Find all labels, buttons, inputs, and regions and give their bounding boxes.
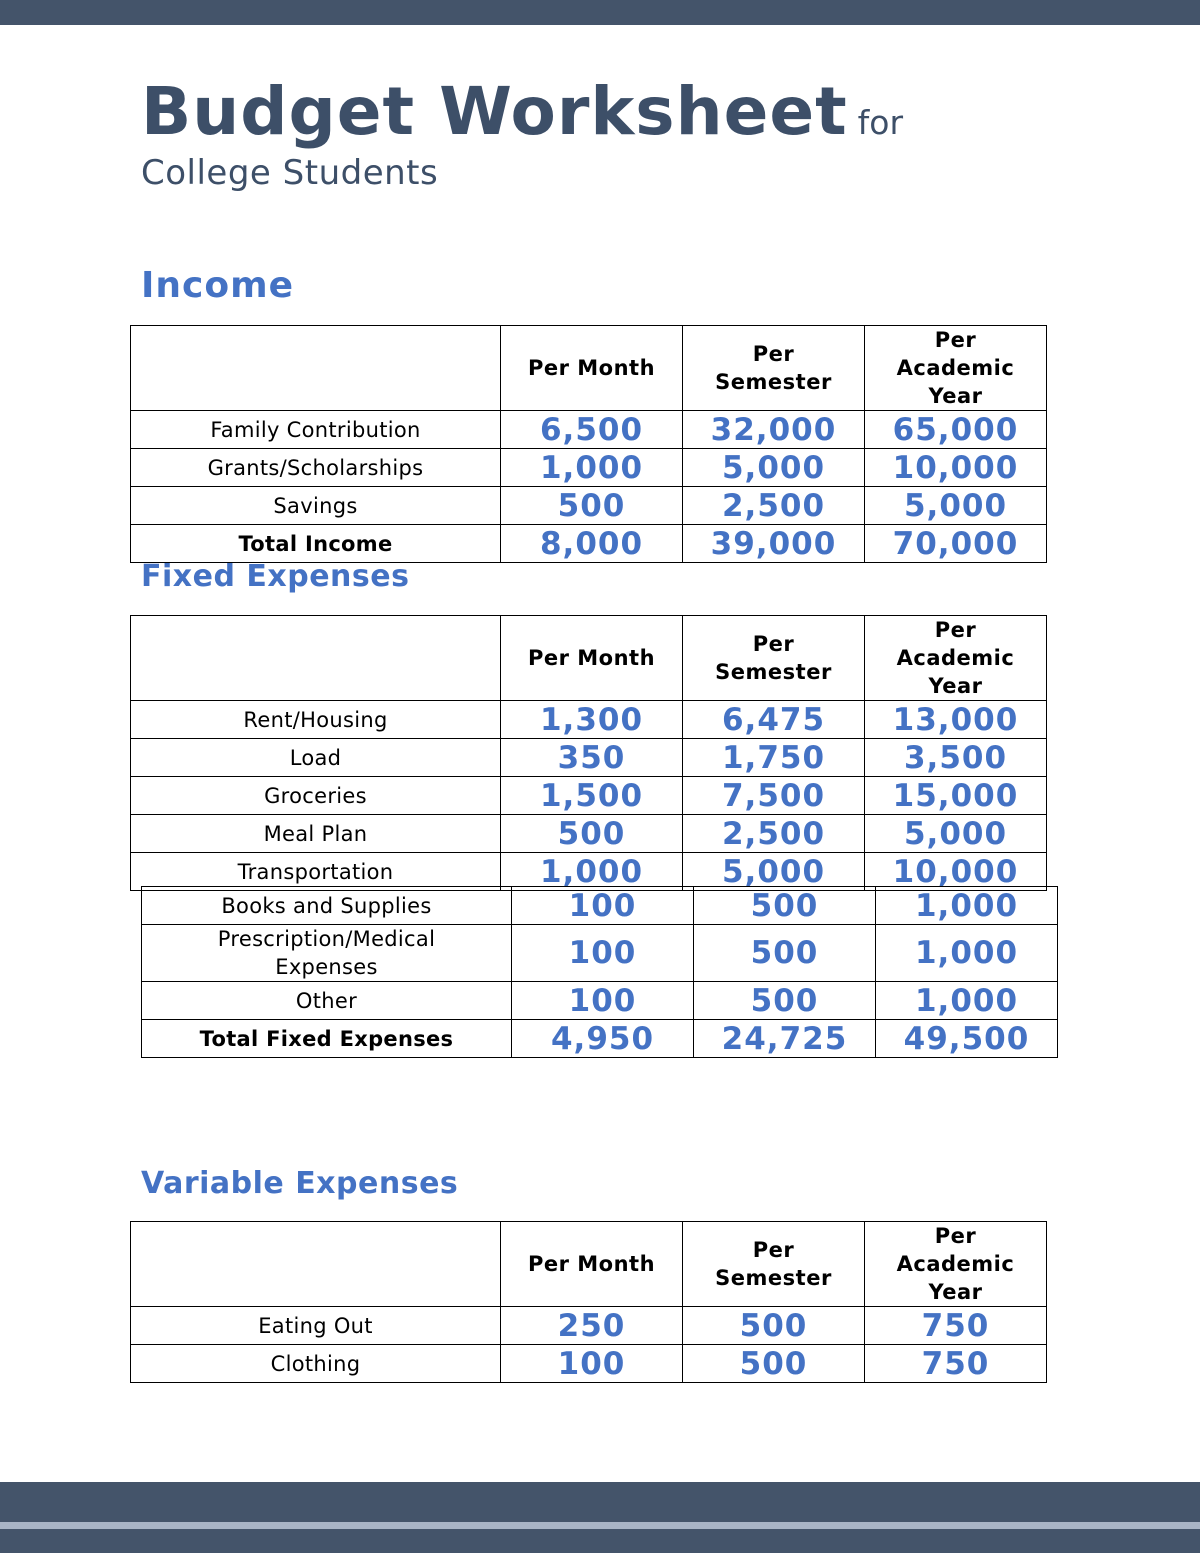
header-per-month: Per Month	[501, 616, 683, 701]
fixed-expenses-table	[130, 615, 1047, 891]
value-per-month: 350	[501, 739, 683, 777]
header-per-academic-year: Per Academic Year	[865, 616, 1047, 701]
header-per-month: Per Month	[501, 1222, 683, 1307]
row-label: Load	[131, 739, 501, 777]
header-blank-cell	[131, 326, 501, 411]
total-income-label: Total Income	[131, 525, 501, 563]
value-per-semester: 500	[694, 887, 876, 925]
table-row	[131, 815, 1047, 853]
income-heading: Income	[141, 265, 295, 306]
value-per-year: 65,000	[865, 411, 1047, 449]
value-per-year: 3,500	[865, 739, 1047, 777]
value-per-month: 1,000	[501, 449, 683, 487]
row-label: Eating Out	[131, 1307, 501, 1345]
table-row	[131, 739, 1047, 777]
header-per-month: Per Month	[501, 326, 683, 411]
value-per-semester: 1,750	[683, 739, 865, 777]
row-label: Other	[142, 982, 512, 1020]
table-header-row	[131, 326, 1047, 411]
value-per-semester: 500	[694, 982, 876, 1020]
table-row	[131, 777, 1047, 815]
value-per-month: 6,500	[501, 411, 683, 449]
title-main-text: Budget Worksheet	[141, 73, 848, 150]
value-per-semester: 24,725	[694, 1020, 876, 1058]
table-row	[131, 411, 1047, 449]
total-row	[142, 1020, 1058, 1058]
bottom-decorative-stripe	[0, 1522, 1200, 1529]
row-label: Transportation	[131, 853, 501, 891]
value-per-year: 5,000	[865, 815, 1047, 853]
value-per-year: 1,000	[876, 925, 1058, 982]
value-per-month: 500	[501, 487, 683, 525]
fixed-expenses-heading: Fixed Expenses	[141, 559, 410, 594]
variable-expenses-table	[130, 1221, 1047, 1383]
table-header-row	[131, 616, 1047, 701]
value-per-semester: 5,000	[683, 449, 865, 487]
table-row	[131, 1307, 1047, 1345]
value-per-semester: 39,000	[683, 525, 865, 563]
value-per-semester: 6,475	[683, 701, 865, 739]
value-per-month: 500	[501, 815, 683, 853]
header-per-semester: Per Semester	[683, 1222, 865, 1307]
value-per-semester: 500	[694, 925, 876, 982]
row-label: Grants/Scholarships	[131, 449, 501, 487]
header-per-academic-year: Per Academic Year	[865, 326, 1047, 411]
value-per-month: 100	[501, 1345, 683, 1383]
value-per-year: 750	[865, 1307, 1047, 1345]
value-per-month: 250	[501, 1307, 683, 1345]
value-per-year: 5,000	[865, 487, 1047, 525]
row-label: Meal Plan	[131, 815, 501, 853]
value-per-semester: 2,500	[683, 487, 865, 525]
value-per-month: 100	[512, 887, 694, 925]
header-blank-cell	[131, 616, 501, 701]
value-per-year: 750	[865, 1345, 1047, 1383]
value-per-month: 4,950	[512, 1020, 694, 1058]
value-per-year: 70,000	[865, 525, 1047, 563]
value-per-year: 49,500	[876, 1020, 1058, 1058]
row-label: Rent/Housing	[131, 701, 501, 739]
value-per-month: 1,500	[501, 777, 683, 815]
table-row	[131, 853, 1047, 891]
table-row	[131, 449, 1047, 487]
row-label: Savings	[131, 487, 501, 525]
page-subtitle: College Students	[141, 153, 439, 193]
table-row	[131, 487, 1047, 525]
value-per-semester: 32,000	[683, 411, 865, 449]
row-label: Family Contribution	[131, 411, 501, 449]
row-label: Clothing	[131, 1345, 501, 1383]
value-per-semester: 2,500	[683, 815, 865, 853]
row-label: Prescription/Medical Expenses	[142, 925, 512, 982]
value-per-semester: 500	[683, 1307, 865, 1345]
value-per-year: 1,000	[876, 982, 1058, 1020]
header-per-semester: Per Semester	[683, 616, 865, 701]
value-per-month: 1,000	[501, 853, 683, 891]
row-label: Groceries	[131, 777, 501, 815]
value-per-month: 1,300	[501, 701, 683, 739]
title-for-text: for	[857, 103, 904, 142]
value-per-month: 100	[512, 925, 694, 982]
fixed-expenses-table-continued	[141, 886, 1058, 1058]
row-label: Books and Supplies	[142, 887, 512, 925]
header-blank-cell	[131, 1222, 501, 1307]
value-per-semester: 500	[683, 1345, 865, 1383]
total-row	[131, 525, 1047, 563]
value-per-year: 10,000	[865, 853, 1047, 891]
value-per-semester: 7,500	[683, 777, 865, 815]
value-per-month: 100	[512, 982, 694, 1020]
value-per-year: 13,000	[865, 701, 1047, 739]
top-decorative-bar	[0, 0, 1200, 25]
value-per-year: 1,000	[876, 887, 1058, 925]
value-per-year: 15,000	[865, 777, 1047, 815]
page-title	[141, 72, 903, 163]
table-row	[131, 1345, 1047, 1383]
table-header-row	[131, 1222, 1047, 1307]
header-per-academic-year: Per Academic Year	[865, 1222, 1047, 1307]
total-fixed-expenses-label: Total Fixed Expenses	[142, 1020, 512, 1058]
header-per-semester: Per Semester	[683, 326, 865, 411]
income-table	[130, 325, 1047, 563]
variable-expenses-heading: Variable Expenses	[141, 1166, 459, 1201]
value-per-month: 8,000	[501, 525, 683, 563]
value-per-year: 10,000	[865, 449, 1047, 487]
bottom-decorative-bar	[0, 1482, 1200, 1553]
table-row	[142, 925, 1058, 982]
table-row	[142, 887, 1058, 925]
table-row	[131, 701, 1047, 739]
table-row	[142, 982, 1058, 1020]
value-per-semester: 5,000	[683, 853, 865, 891]
